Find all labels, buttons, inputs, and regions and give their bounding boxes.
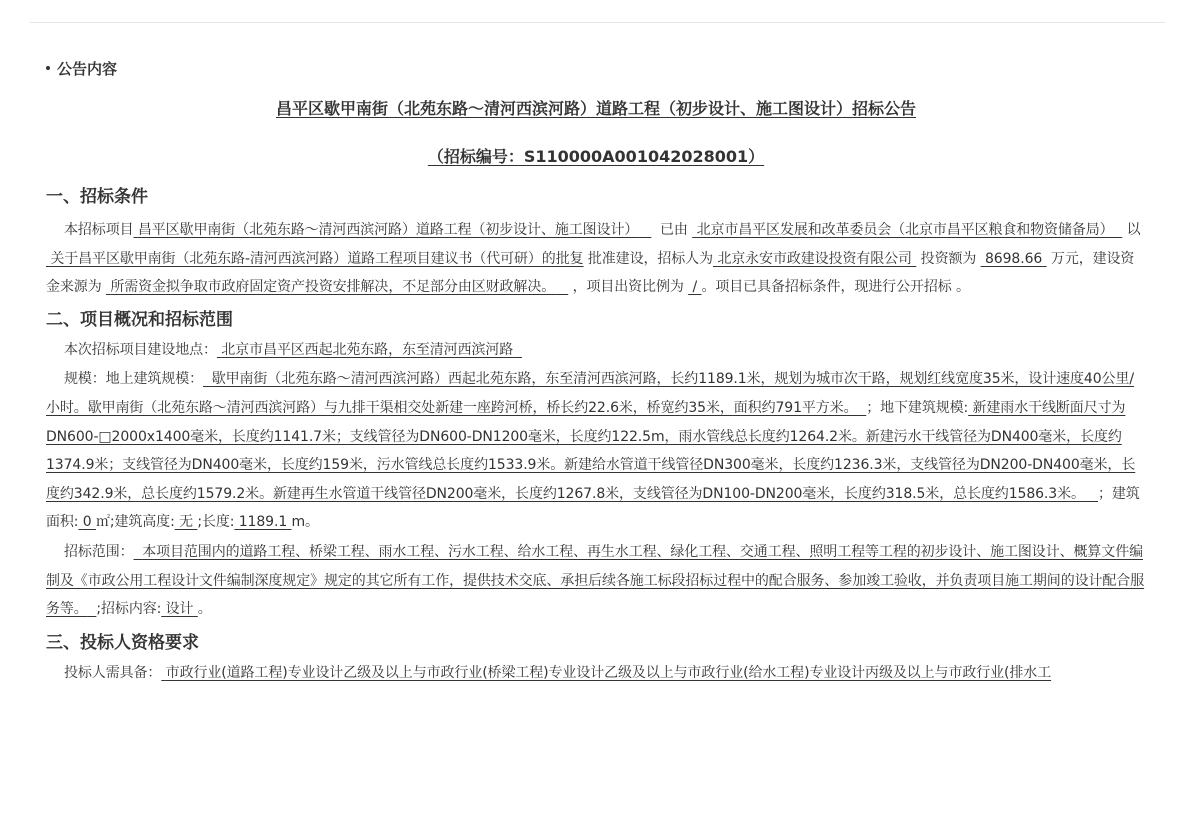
heading-bidder-qualification: 三、投标人资格要求 bbox=[46, 632, 199, 653]
project-name: 昌平区歇甲南街（北苑东路～清河西滨河路）道路工程（初步设计、施工图设计） bbox=[137, 222, 639, 238]
fund-source: 所需资金拟争取市政府固定资产投资安排解决，不足部分由区财政解决。 bbox=[110, 279, 556, 296]
tender-scope: 本项目范围内的道路工程、桥梁工程、雨水工程、污水工程、给水工程、再生水工程、绿化工程、交通工程、照明工程等工程的初步设计、施工图设计、概算文件编制及《市政公用工程设计文件编制深度规定》规定的其它所有工作，提供技术交底、承担后续各施工标段招标过程中的配合服务、参加竣工验收，并负责项目施工期间的设计配合服务等。 bbox=[46, 543, 1145, 618]
heading-tender-conditions: 一、招标条件 bbox=[46, 187, 148, 207]
underground-scale: 新建雨水干线断面尺寸为DN600-□2000x1400毫米，长度约1141.7米；支线管径为DN600-DN1200毫米，长度约122.5m，雨水管线总长度约1264.2米。新建污水干线管径为DN400毫米，长度约1374.9米；支线管径为DN400毫米，长度约159米，污水管线总长度约1533.9米。新建给水管道干线管径DN300毫米，长度约1236.3米，支线管径为DN200-DN400毫米，长度约342.9米，总长度约1579.2米。新建再生水管道干线管径DN200毫米，长度约1267.8米，支线管径为DN100-DN200毫米，长度约318.5米，总长度约1586.3米。 bbox=[46, 399, 1136, 502]
construction-location: 北京市昌平区西起北苑东路，东至清河西滨河路 bbox=[221, 341, 514, 358]
scope-paragraph: 招标范围： 本项目范围内的道路工程、桥梁工程、雨水工程、污水工程、给水工程、再生水工程、绿化工程、交通工程、照明工程等工程的初步设计、施工图设计、概算文件编制及《市政公用工程设计文件编制深度规定》规定的其它所有工作，提供技术交底、承担后续各施工标段招标过程中的配合服务、参加竣工验收，并负责项目施工期间的设计配合服务等。 ;招标内容: 设计 。 bbox=[46, 543, 1145, 618]
tenderer: 北京永安市政建设投资有限公司 bbox=[717, 250, 912, 267]
building-height: 无 bbox=[179, 514, 193, 531]
section-label: 公告内容 bbox=[46, 58, 117, 79]
announcement-document bbox=[46, 92, 1146, 687]
heading-project-overview: 二、项目概况和招标范围 bbox=[46, 309, 233, 330]
scale-paragraph: 规模：地上建筑规模： 歇甲南街（北苑东路～清河西滨河路）西起北苑东路，东至清河西滨河路，长约1189.1米，规划为城市次干路，规划红线宽度35米，设计速度40公里/小时。歇甲南街（北苑东路～清河西滨河路）与九排干渠相交处新建一座跨河桥，桥长约22.6米，桥宽约35米，面积约791平方米。 ；地下建筑规模: 新建雨水干线断面尺寸为DN600-□2000x1400毫米，长度约1141.7米；支线管径为DN600-DN1200毫米，长度约122.5m，雨水管线总长度约1264.2米。新建污水干线管径为DN400毫米，长度约1374.9米；支线管径为DN400毫米，长度约159米，污水管线总长度约1533.9米。新建给水管道干线管径DN300毫米，长度约1236.3米，支线管径为DN200-DN400毫米，长度约342.9米，总长度约1579.2米。新建再生水管道干线管径DN200毫米，长度约1267.8米，支线管径为DN100-DN200毫米，长度约318.5米，总长度约1586.3米。 ；建筑面积: 0 ㎡;建筑高度: 无 ;长度: 1189.1 m。 bbox=[46, 371, 1140, 531]
length-value: 1189.1 bbox=[238, 514, 288, 531]
tender-code: （招标编号：S110000A001042028001） bbox=[427, 147, 765, 166]
tender-content: 设计 bbox=[165, 601, 194, 618]
bullet-icon bbox=[46, 66, 50, 70]
investment-amount: 8698.66 bbox=[985, 250, 1043, 267]
approval-document: 关于昌平区歇甲南街（北苑东路-清河西滨河路）道路工程项目建议书（代可研）的批复 bbox=[50, 250, 584, 267]
above-ground-scale: 歇甲南街（北苑东路～清河西滨河路）西起北苑东路，东至清河西滨河路，长约1189.1米，规划为城市次干路，规划红线宽度35米，设计速度40公里/小时。歇甲南街（北苑东路～清河西滨河路）与九排干渠相交处新建一座跨河桥，桥长约22.6米，桥宽约35米，面积约791平方米。 bbox=[46, 371, 1134, 416]
approver: 北京市昌平区发展和改革委员会（北京市昌平区粮食和物资储备局） bbox=[696, 222, 1114, 238]
qualification-requirement: 市政行业(道路工程)专业设计乙级及以上与市政行业(桥梁工程)专业设计乙级及以上与市政行业(给水工程)专业设计丙级及以上与市政行业(排水工 bbox=[165, 664, 1052, 681]
announcement-title: 昌平区歇甲南街（北苑东路～清河西滨河路）道路工程（初步设计、施工图设计）招标公告 bbox=[275, 99, 916, 118]
location-paragraph: 本次招标项目建设地点： 北京市昌平区西起北苑东路，东至清河西滨河路 bbox=[46, 336, 1146, 365]
qualification-paragraph: 投标人需具备： 市政行业(道路工程)专业设计乙级及以上与市政行业(桥梁工程)专业设计乙级及以上与市政行业(给水工程)专业设计丙级及以上与市政行业(排水工 bbox=[64, 664, 1052, 681]
funding-ratio: / bbox=[692, 279, 698, 296]
building-area: 0 bbox=[82, 514, 92, 531]
top-divider bbox=[30, 22, 1165, 23]
tender-conditions-paragraph: 本招标项目 昌平区歇甲南街（北苑东路～清河西滨河路）道路工程（初步设计、施工图设计） 已由 北京市昌平区发展和改革委员会（北京市昌平区粮食和物资储备局） 以 关于昌平区歇甲南街（北苑东路-清河西滨河路）道路工程项目建议书（代可研）的批复 批准建设，招标人为 北京永安市政建设投资有限公司 投资额为 8698.66 万元，建设资金来源为 所需资金拟争取市政府固定资产投资安排解决，不足部分由区财政解决。 ，项目出资比例为 / 。项目已具备招标条件，现进行公开招标 。 bbox=[46, 222, 1141, 296]
